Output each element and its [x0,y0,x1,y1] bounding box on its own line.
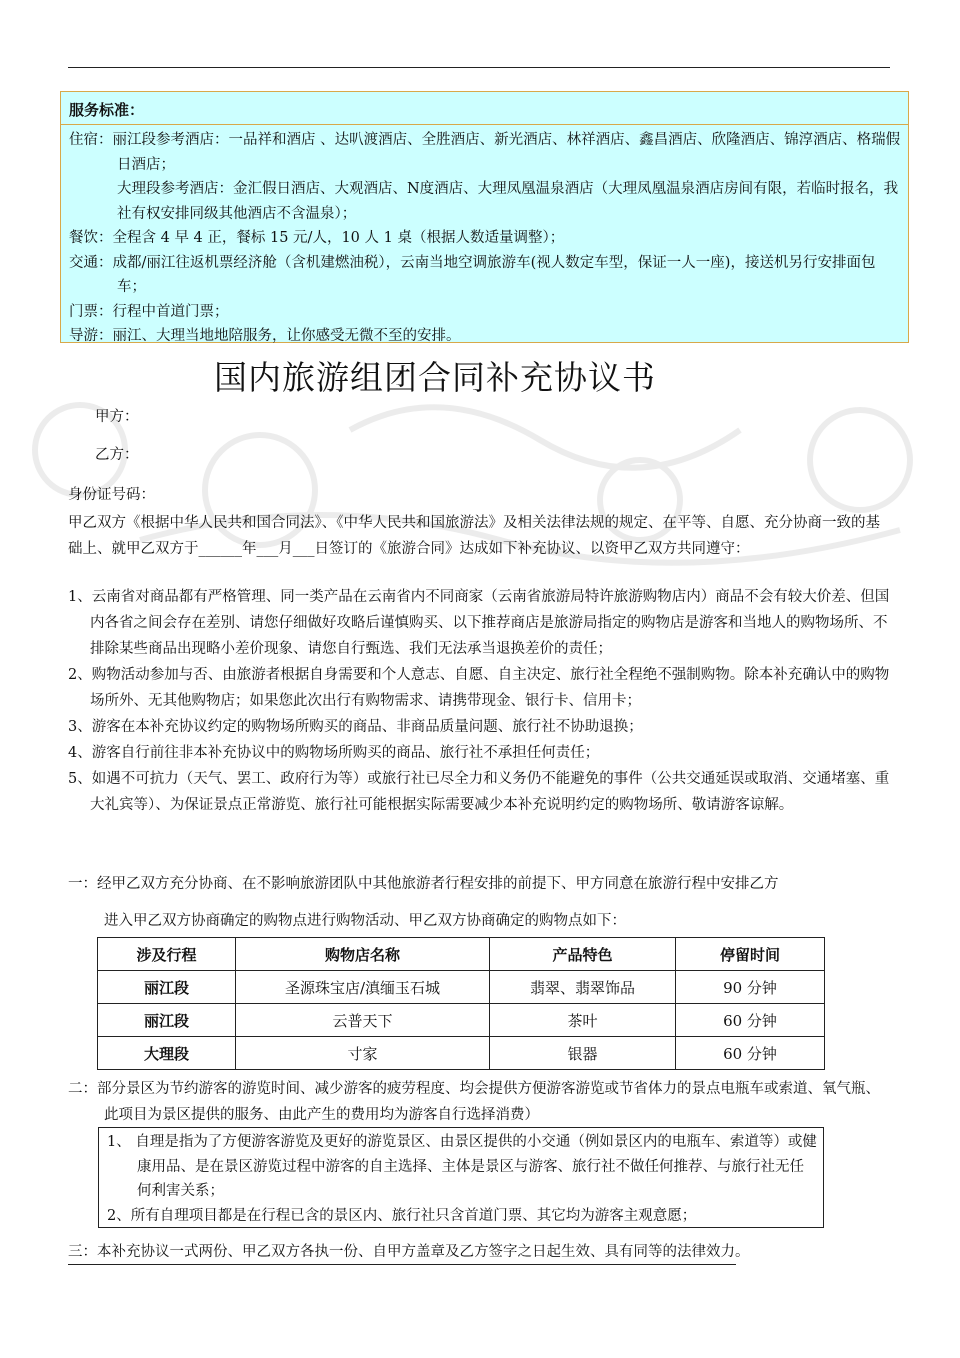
service-lodging-lijiang: 住宿：丽江段参考酒店：一品祥和酒店 、达叭渡酒店、全胜酒店、新光酒店、林祥酒店、鑫昌酒店、欣隆酒店、锦淳酒店、格瑞假日酒店； [69,132,901,173]
document-title: 国内旅游组团合同补充协议书 [214,358,656,397]
agreement-item-3: 3、游客在本补充协议约定的购物场所购买的商品、非商品质量问题、旅行社不协助退换； [68,719,643,735]
clause-2: 二：部分景区为节约游客的游览时间、减少游客的疲劳程度、均会提供方便游客游览或节省体力的景点电瓶车或索道、氧气瓶、此项目为景区提供的服务、由此产生的费用均为游客自行选择消费） [68,1081,880,1123]
bottom-rule [68,1264,736,1265]
cell-time: 90 分钟 [676,971,825,1004]
id-number-label: 身份证号码： [68,487,155,503]
cell-route: 丽江段 [98,971,236,1004]
service-body [69,128,902,349]
agreement-item-1: 1、云南省对商品都有严格管理、同一类产品在云南省内不同商家（云南省旅游局特许旅游购物店内）商品不会有较大价差、但国内各省之间会存在差别、请您仔细做好攻略后谨慎购买、以下推荐商店是旅游局指定的购物店是游客和当地人的购物场所、不排除某些商品出现略小差价现象、请您自行甄选、我们无法承当退换差价的责任； [68,589,890,657]
table-header-row [98,938,825,971]
service-lodging-dali: 大理段参考酒店：金汇假日酒店、大观酒店、N度酒店、大理凤凰温泉酒店（大理凤凰温泉酒店房间有限，若临时报名，我社有权安排同级其他酒店不含温泉）； [117,181,899,222]
header-route: 涉及行程 [98,938,236,971]
cell-route: 大理段 [98,1037,236,1070]
header-stay-time: 停留时间 [676,938,825,971]
intro-paragraph: 甲乙双方《根据中华人民共和国合同法》、《中华人民共和国旅游法》及相关法律法规的规定、在平等、自愿、充分协商一致的基础上、就甲乙双方于______年___月___日签订的《旅游合同》达成如下补充协议、以资甲乙双方共同遵守： [68,515,880,557]
self-pay-notes-box [98,1127,824,1228]
cell-shop: 圣源珠宝店/滇缅玉石城 [236,971,490,1004]
clause-3: 三：本补充协议一式两份、甲乙双方各执一份、自甲方盖章及乙方签字之日起生效、具有同等的法律效力。 [68,1244,750,1260]
cell-time: 60 分钟 [676,1037,825,1070]
header-shop-name: 购物店名称 [236,938,490,971]
service-transport: 交通：成都/丽江往返机票经济舱（含机建燃油税），云南当地空调旅游车(视人数定车型，保证一人一座)，接送机另行安排面包车； [69,254,876,295]
service-guide: 导游：丽江、大理当地地陪服务，让你感受无微不至的安排。 [69,328,461,344]
clause-1-line-2: 进入甲乙双方协商确定的购物点进行购物活动、甲乙双方协商确定的购物点如下： [104,913,626,929]
clause-1-line-1: 一：经甲乙双方充分协商、在不影响旅游团队中其他旅游者行程安排的前提下、甲方同意在旅游行程中安排乙方 [68,876,779,892]
table-row [98,1004,825,1037]
agreement-item-2: 2、购物活动参加与否、由旅游者根据自身需要和个人意志、自愿、自主决定、旅行社全程绝不强制购物。除本补充确认中的购物场所外、无其他购物店；如果您此次出行有购物需求、请携带现金、银行卡、信用卡； [68,667,890,709]
note-2: 2、所有自理项目都是在行程已含的景区内、旅行社只含首道门票、其它均为游客主观意愿； [107,1207,697,1224]
table-row [98,971,825,1004]
cell-route: 丽江段 [98,1004,236,1037]
service-tickets: 门票：行程中首道门票； [69,303,229,320]
header-product: 产品特色 [490,938,676,971]
service-title: 服务标准： [69,101,145,119]
cell-shop: 寸家 [236,1037,490,1070]
party-a-label: 甲方： [95,409,139,425]
table-row [98,1037,825,1070]
service-standard-box [60,91,909,343]
cell-product: 茶叶 [490,1004,676,1037]
cell-shop: 云普天下 [236,1004,490,1037]
service-divider [61,124,908,125]
cell-time: 60 分钟 [676,1004,825,1037]
cell-product: 银器 [490,1037,676,1070]
agreement-items [68,584,894,818]
shopping-table [97,937,825,1070]
party-b-label: 乙方： [95,447,139,463]
agreement-item-4: 4、游客自行前往非本补充协议中的购物场所购买的商品、旅行社不承担任何责任； [68,745,600,761]
service-meals: 餐饮：全程含 4 早 4 正，餐标 15 元/人，10 人 1 桌（根据人数适量调整）； [69,230,565,246]
cell-product: 翡翠、翡翠饰品 [490,971,676,1004]
note-1: 1、 自理是指为了方便游客游览及更好的游览景区、由景区提供的小交通（例如景区内的电瓶车、索道等）或健康用品、是在景区游览过程中游客的自主选择、主体是景区与游客、旅行社不做任何推荐、与旅行社无任何利害关系； [107,1134,817,1199]
agreement-item-5: 5、如遇不可抗力（天气、罢工、政府行为等）或旅行社已尽全力和义务仍不能避免的事件（公共交通延误或取消、交通堵塞、重大礼宾等）、为保证景点正常游览、旅行社可能根据实际需要减少本补充说明约定的购物场所、敬请游客谅解。 [68,771,890,813]
top-rule [68,67,890,68]
